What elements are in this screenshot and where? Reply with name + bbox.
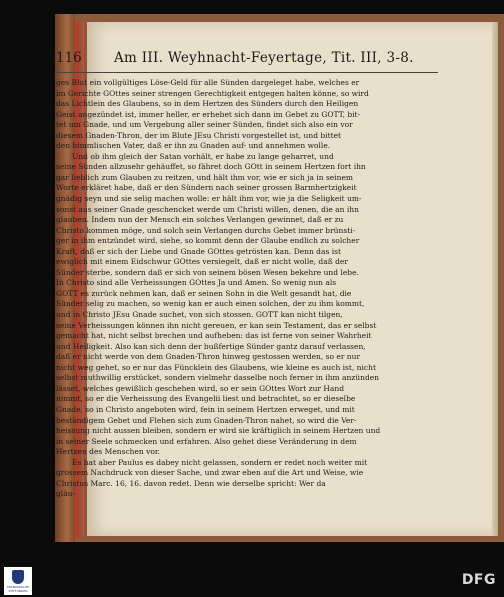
text-line: sonst aus seiner Gnade geschencket werde um Christi willen, denen, die an ihn: [56, 204, 359, 214]
text-line: selbst muthwillig erstücket, sondern vielmehr dasselbe noch ferner in ihm anzünden: [56, 373, 380, 383]
text-line: seine Sünden allzusehr gehäuffet, so fähret doch GOtt in seinem Hertzen fort ihn: [56, 162, 366, 172]
text-line: daß er nicht werde von dem Gnaden-Thron hinweg gestossen werden, so er nur: [56, 352, 361, 362]
text-line: das Lichtlein des Glaubens, so in dem Hertzen des Sünders durch den Heiligen: [56, 99, 359, 109]
text-line: nicht weg gehet, so er nur das Füncklein des Glaubens, wie kleine es auch ist, nicht: [56, 362, 376, 372]
text-line: GOTT es zurück nehmen kan, daß er seinen Sohn in die Welt gesandt hat, die: [56, 288, 352, 298]
funder-logo: DFG: [461, 572, 496, 588]
text-line: gläu-: [56, 489, 76, 499]
text-line: Worte erkläret habe, daß er den Sündern nach seiner grossen Barmhertzigkeit: [56, 183, 357, 193]
text-line: gemacht hat, nicht selbst brechen und aufheben: das ist ferne von seiner Wahrheit: [56, 331, 372, 341]
text-line: diesem Gnaden-Thron, der im Blute JEsu Christi vorgestellet ist, und bittet: [56, 130, 342, 140]
text-line: Es hat aber Paulus es dabey nicht gelassen, sondern er redet noch weiter mit: [72, 457, 368, 467]
text-line: ger in ihm entzündet wird, siehe, so kommt denn der Glaube endlich zu solcher: [56, 236, 360, 246]
text-line: ewiglich mit einem Eidschwur GOttes versiegelt, daß er nicht wolle, daß der: [56, 257, 348, 267]
text-line: und Heiligkeit. Also kan sich denn der bußfertige Sünder gantz darauf verlassen,: [56, 341, 366, 351]
text-line: nimmt, so er die Verheissung des Evangelii liest und betrachtet, so er dieselbe: [56, 394, 356, 404]
text-line: tet um Gnade, und um Vergebung aller seiner Sünden, findet sich also ein vor: [56, 120, 353, 130]
text-line: Christo kommen möge, und solch sein Verlangen durchs Gebet immer brünsti-: [56, 225, 356, 235]
logo-caption: FRANCKESCHE STIFTUNGEN: [6, 585, 30, 593]
text-line: Gnade, so in Christo angeboten wird, fein in seinem Hertzen erweget, und mit: [56, 404, 355, 414]
header-rule: [56, 72, 438, 73]
text-line: ges Blut ein vollgültiges Löse-Geld für alle Sünden dargeleget habe, welches er: [56, 78, 360, 87]
text-line: seine Verheissungen können ihn nicht gereuen, er kan sein Testament, das er selbst: [56, 320, 377, 330]
text-line: Sünder sterbe, sondern daß er sich von seinem bösen Wesen bekehre und lebe.: [56, 267, 359, 277]
text-line: gnädig seyn und sie selig machen wolle: er hält ihm vor, wie ja die Seligkeit um-: [56, 194, 362, 204]
page-number: 116: [56, 50, 82, 66]
text-line: Christus Marc. 16, 16. davon redet. Denn wie derselbe spricht: Wer da: [56, 478, 326, 488]
text-line: grossem Nachdruck von dieser Sache, und zwar eben auf die Art und Weise, wie: [56, 468, 364, 478]
text-line: Hertzen des Menschen vor.: [56, 447, 161, 457]
text-line: heissung nicht aussen bleiben, sondern er wird sie kräftiglich in seinem Hertzen und: [56, 426, 381, 436]
text-line: Sünder selig zu machen, so wenig kan er auch einen solchen, der zu ihm kommt,: [56, 299, 365, 309]
text-line: Geist angezündet ist, immer heller, er erhebet sich dann im Gebet zu GOTT, bit-: [56, 109, 361, 119]
page-header: [56, 50, 416, 70]
text-line: Und ob ihm gleich der Satan vorhält, er habe zu lange geharret, und: [72, 151, 334, 161]
text-line: beständigem Gebet und Flehen sich zum Gnaden-Thron nahet, so wird die Ver-: [56, 415, 357, 425]
text-line: Kraft, daß er sich der Liebe und Gnade GOttes getrösten kan. Denn das ist: [56, 246, 341, 256]
text-line: in seiner Seele schmecken und erfahren. Also gehet diese Veränderung in dem: [56, 436, 357, 446]
logo-emblem-icon: [12, 570, 24, 584]
body-text: [56, 78, 440, 500]
institution-logo: [4, 567, 32, 595]
text-line: gar lieblich zum Glauben zu reitzen, und hält ihm vor, wie er sich ja in seinem: [56, 172, 354, 182]
running-title: Am III. Weyhnacht-Feyertage, Tit. III, 3-8.: [114, 50, 414, 66]
text-line: im Gerichte GOttes seiner strengen Gerechtigkeit entgegen halten könne, so wird: [56, 88, 369, 98]
page-right-edge: [492, 22, 498, 536]
text-line: glauben. Indem nun der Mensch ein solches Verlangen gewinnet, daß er zu: [56, 215, 344, 225]
text-line: den himmlischen Vater, daß er ihn zu Gnaden auf- und annehmen wolle.: [56, 141, 331, 151]
text-line: und in Christo JEsu Gnade suchet, von sich stossen. GOTT kan nicht tilgen,: [56, 310, 343, 320]
text-line: In Christo sind alle Verheissungen GOttes Ja und Amen. So wenig nun als: [56, 278, 337, 288]
text-line: lässet, welches gewißlich geschehen wird, so er sein GOttes Wort zur Hand: [56, 383, 345, 393]
